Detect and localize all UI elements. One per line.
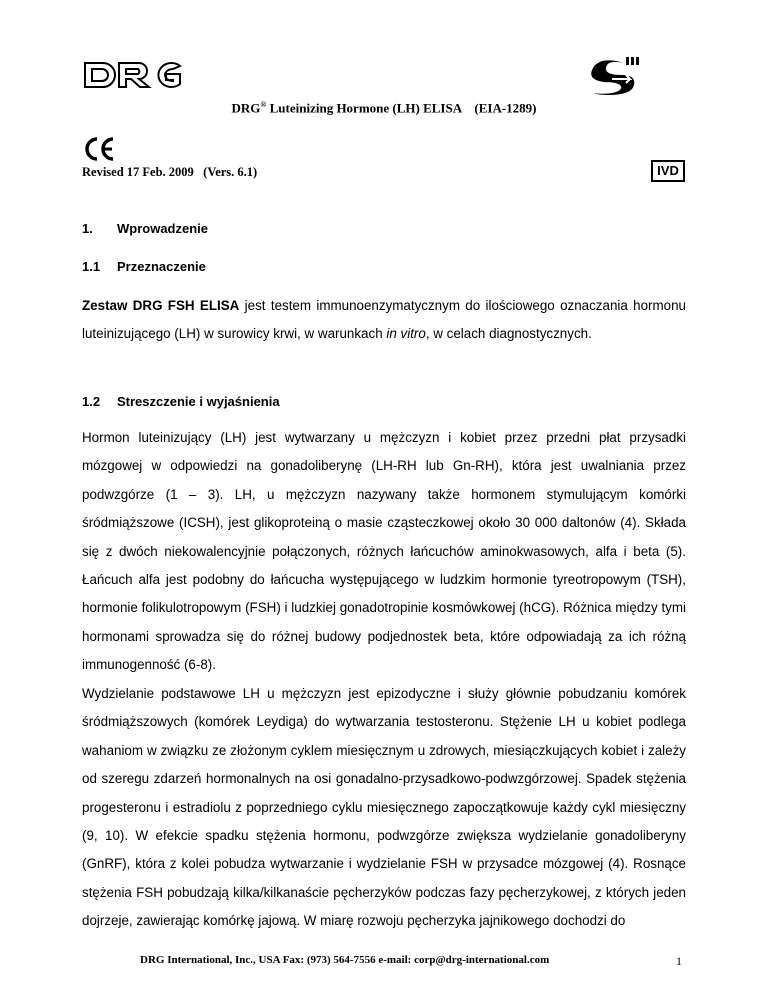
section-1-2-number: 1.2 [82, 394, 101, 409]
quality-seal-logo [590, 55, 642, 99]
summary-paragraph-1: Hormon luteinizujący (LH) jest wytwarzany u mężczyzn i kobiet przez przedni płat przysadki mózgowej w odpowiedzi na gonadoliberynę (LH-RH lub Gn-RH), która jest uwalniania przez podwzgórze (1 – 3). LH, u mężczyzn nazywany także hormonem stymulującym komórki śródmiąższowe (ICSH), jest glikoproteiną o masie cząsteczkowej około 30 000 daltonów (4). Składa się z dwóch niekowalencyjnie połączonych, różnych łańcuchów aminokwasowych, alfa i beta (5). Łańcuch alfa jest podobny do łańcucha występującego w ludzkim hormonie tyreotropowym (TSH), hormonie folikulotropowym (FSH) i ludzkiej gonadotropinie kosmówkowej (hCG). Różnica między tymi hormonami sprowadza się do różnej budowy podjednostek beta, które odpowiadają za ich różną immunogenność (6-8). [82, 430, 686, 673]
document-title: DRG® Luteinizing Hormone (LH) ELISA (EIA-1289) [231, 100, 537, 116]
section-1-1-number: 1.1 [82, 259, 101, 274]
ivd-badge: IVD [651, 160, 685, 182]
ce-mark-icon [82, 136, 116, 162]
section-1-title: Wprowadzenie [117, 221, 209, 236]
section-1-2-title: Streszczenie i wyjaśnienia [117, 394, 280, 409]
revision-date: Revised 17 Feb. 2009 (Vers. 6.1) [82, 165, 258, 179]
page-number: 1 [676, 954, 682, 968]
footer-contact: DRG International, Inc., USA Fax: (973) 564-7556 e-mail: corp@drg-international.com [140, 954, 550, 966]
drg-logo [82, 60, 184, 90]
summary-paragraph-2: Wydzielanie podstawowe LH u mężczyzn jest epizodyczne i służy głównie pobudzaniu komórek śródmiąższowych (komórek Leydiga) do wytwarzania testosteronu. Stężenie LH u kobiet podlega wahaniom w związku ze złożonym cyklem miesięcznym u zdrowych, miesiączkujących kobiet i zależy od szeregu zdarzeń hormonalnych na osi gonadalno-przysadkowo-podwzgórzowej. Spadek stężenia progesteronu i estradiolu z poprzedniego cyklu miesięcznego zapoczątkowuje każdy cykl miesięczny (9, 10). W efekcie spadku stężenia hormonu, podwzgórze zwiększa wydzielanie gonadoliberyny (GnRF), która z kolei pobudza wytwarzanie i wydzielanie FSH w przysadce mózgowej (4). Rosnące stężenia FSH pobudzają kilka/kilkanaście pęcherzyków podczas fazy pęcherzykowej, z których jeden dojrzeje, zawierając komórkę jajową. W miarę rozwoju pęcherzyka jajnikowego dochodzi do [82, 686, 686, 929]
section-1-number: 1. [82, 221, 93, 236]
section-1-1-title: Przeznaczenie [117, 259, 206, 274]
intended-use-paragraph: Zestaw DRG FSH ELISA jest testem immunoenzymatycznym do ilościowego oznaczania hormonu luteinizującego (LH) w surowicy krwi, w warunkach in vitro, w celach diagnostycznych. [82, 298, 686, 342]
